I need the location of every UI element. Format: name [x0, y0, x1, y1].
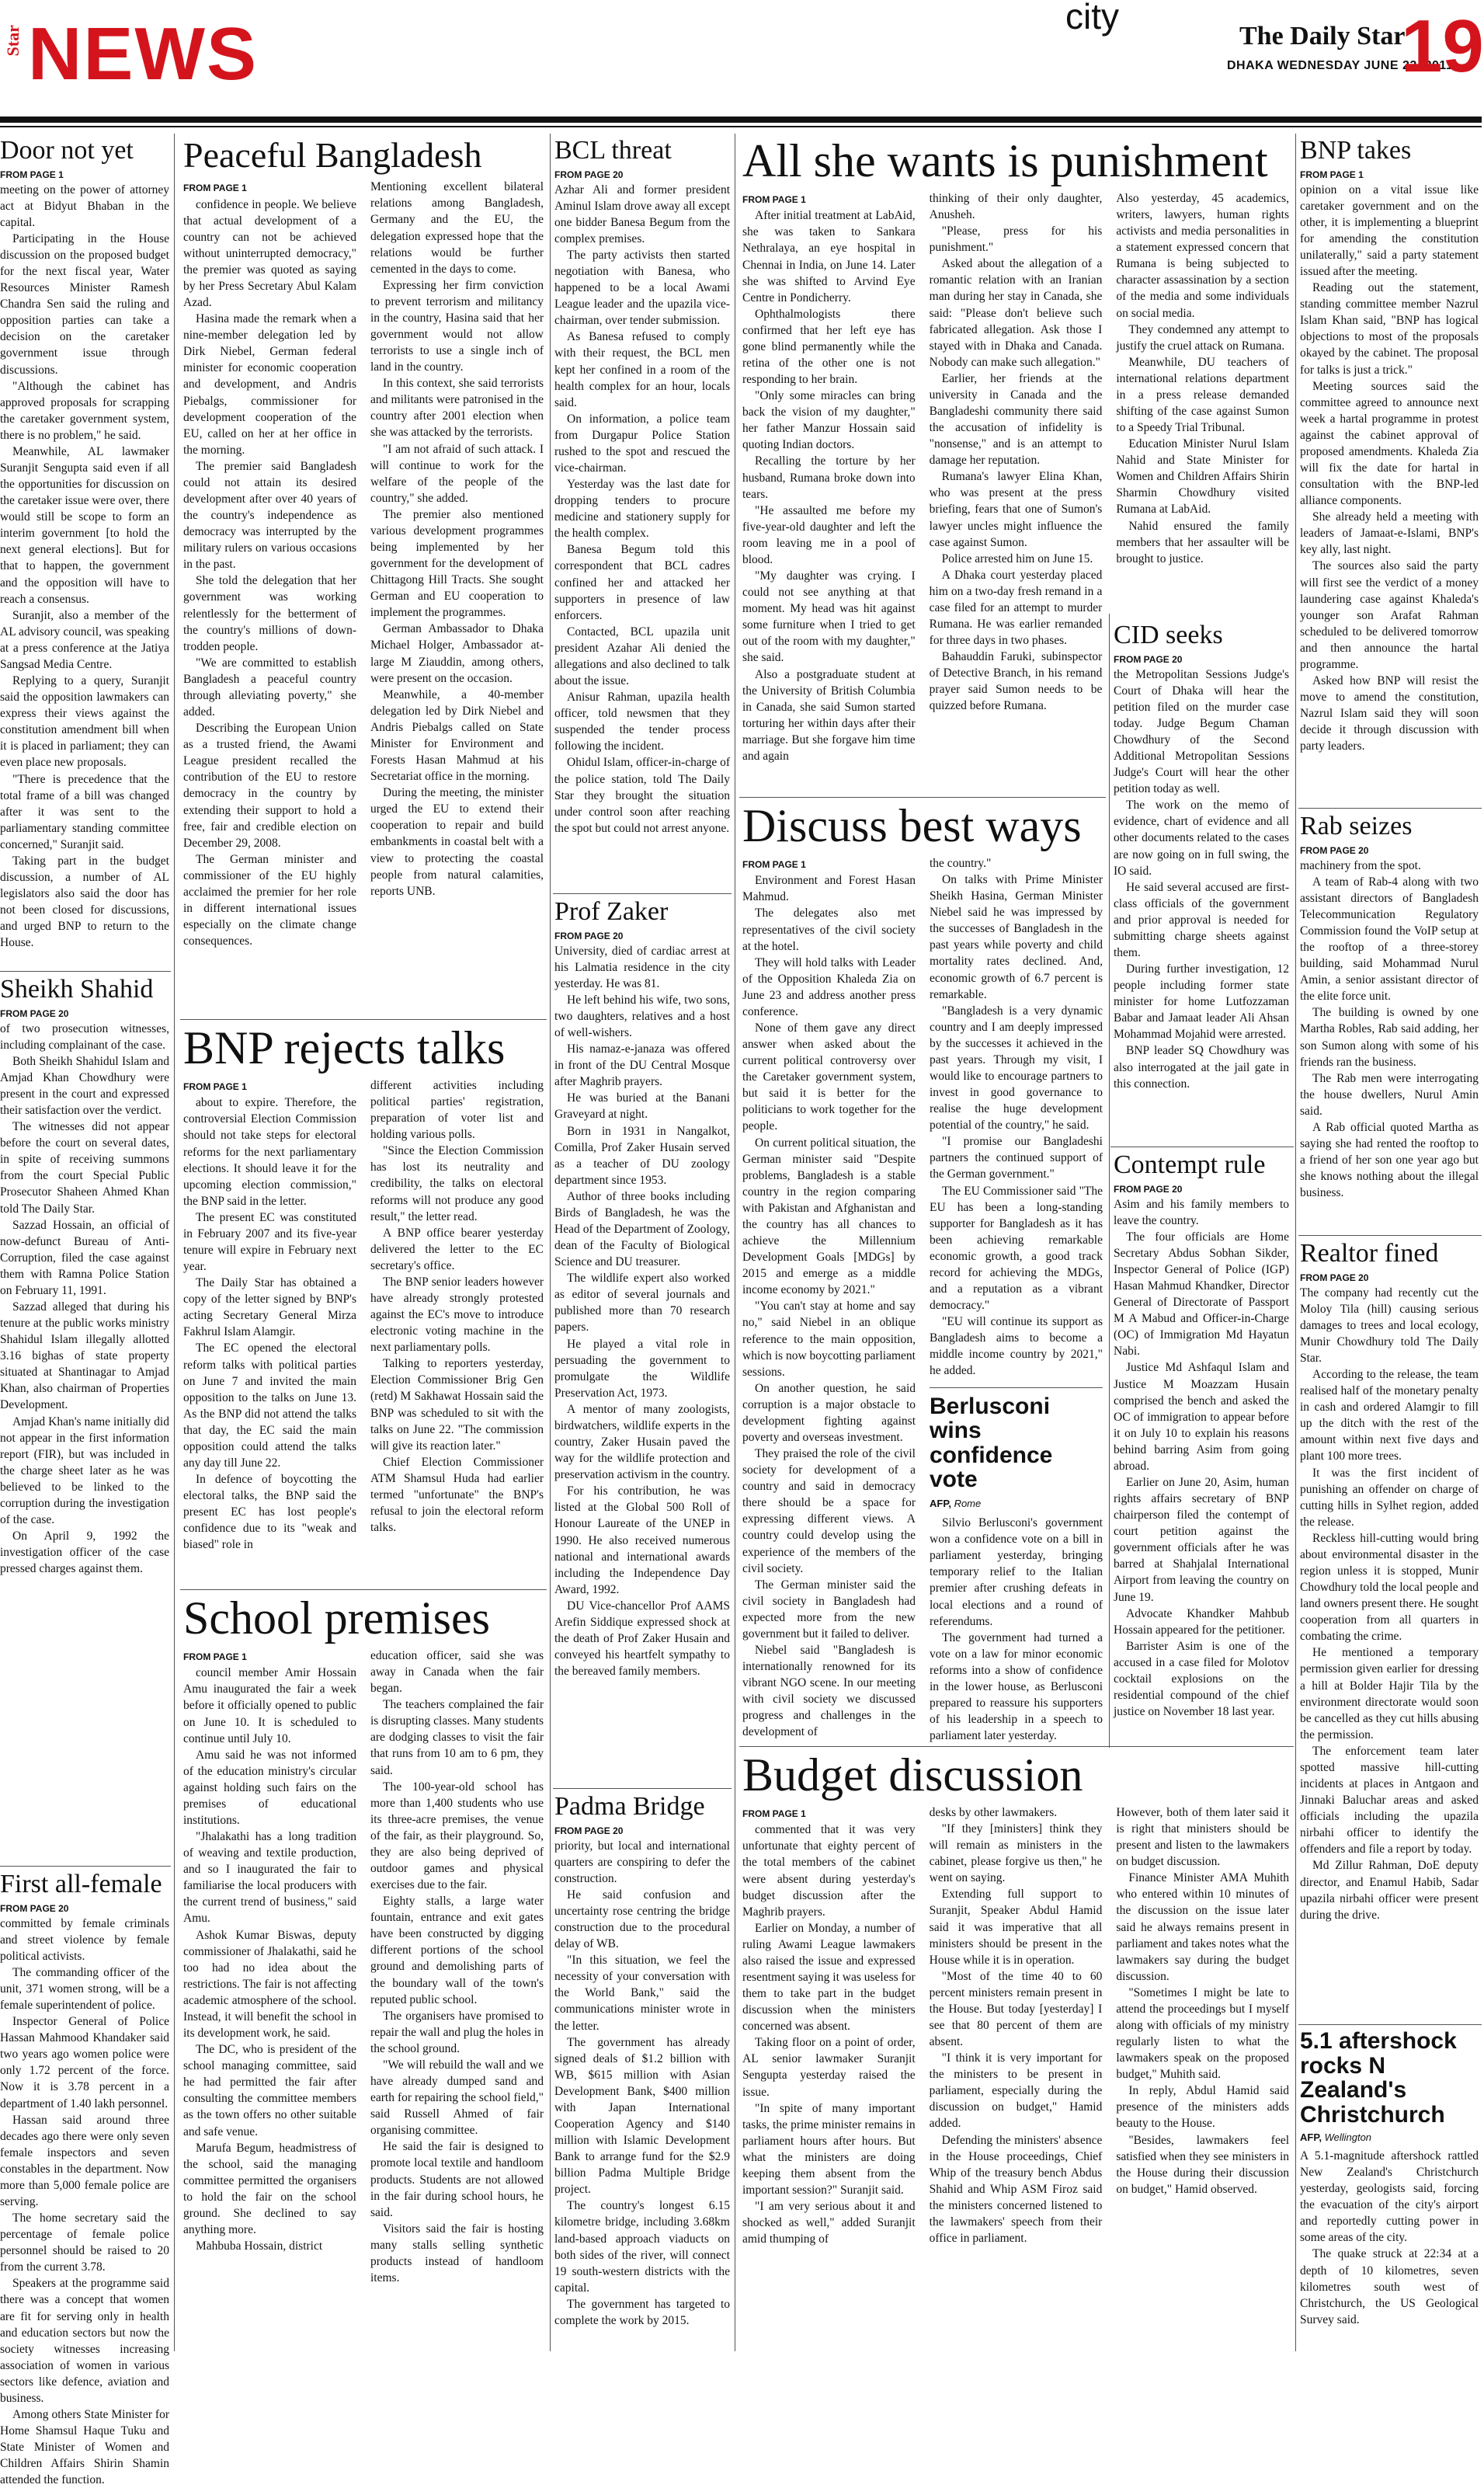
- headline: Peaceful Bangladesh: [183, 135, 482, 175]
- paragraph: "I promise our Bangladeshi partners the continued support of the German government.": [930, 1135, 1103, 1181]
- paragraph: Amu said he was not informed of the education ministry's circular against holding such fairs on the premises of educational institutions.: [183, 1748, 356, 1828]
- paragraph: The German minister and commissioner of the EU highly acclaimed the premier for her role in different international issues especially on the climate change consequences.: [183, 852, 356, 948]
- story-body: [1114, 1196, 1289, 1721]
- paragraph: A Rab official quoted Martha as saying she had rented the rooftop to a friend of her son one year ago but she knows nothing about the illegal business.: [1300, 1120, 1479, 1200]
- paragraph: The 100-year-old school has more than 1,400 students who use its three-acre premises, the venue of the fair, as their playground. So, they are also being deprived of outdoor games and physical exercises due to the fair.: [370, 1780, 544, 1892]
- column-rule: [174, 134, 175, 2351]
- paragraph: different activities including political parties' registration, preparation of voter list and holding various polls.: [370, 1079, 544, 1142]
- paragraph: He said several accused are first-class officials of the government and prior approval is needed for submitting charge sheets against them.: [1114, 880, 1289, 960]
- jump-line: FROM PAGE 1: [183, 1651, 247, 1662]
- paragraph: Environment and Forest Hasan Mahmud.: [742, 874, 916, 904]
- paragraph: "He assaulted me before my five-year-old daughter and left the room leaving me in a pool of blood.: [742, 503, 916, 566]
- paragraph: Asked about the allegation of a romantic relation with an Iranian man during her stay in Canada, she said: "Please don't believe such fabricated allegation. Ask those I stayed with in Dhaka and Canada. Nobody can make such allegation.": [929, 257, 1103, 369]
- headline: BNP rejects talks: [183, 1022, 506, 1073]
- paragraph: Describing the European Union as a trusted friend, the Awami League president recalled the contribution of the EU to restore democracy in the country by extending their support to hold a free, fair and credible election on December 29, 2008.: [183, 722, 356, 850]
- headline: 5.1 aftershock rocks N Zealand's Christchurch: [1300, 2028, 1457, 2128]
- story-door-not-yet: [0, 137, 169, 966]
- story-body-col-1: [183, 1648, 356, 2286]
- headline: Sheikh Shahid: [0, 975, 154, 1004]
- paragraph: He mentioned a temporary permission given earlier for dressing a hill at Bolder Hajir Tila by the environment directorate would soon be cancelled as they cut hills abusing the permission.: [1300, 1646, 1479, 1742]
- column-rule: [1295, 134, 1296, 2351]
- story-body: [1300, 1285, 1479, 1923]
- story-divider: [0, 971, 171, 972]
- paragraph: confidence in people. We believe that actual development of a country can not be achieved without uninterrupted democracy," the premier was quoted as saying by her Press Secretary Abul Kalam Azad.: [183, 197, 356, 310]
- paragraph: The party activists then started negotiation with Banesa, who happened to be a local Awami League leader and the upazila vice-chairman, over tender submission.: [554, 249, 730, 328]
- paragraph: A mentor of many zoologists, birdwatchers, wildlife experts in the country, Zaker Husain paved the way for the wildlife protection and preservation activism in the country.: [554, 1402, 730, 1482]
- jump-line: FROM PAGE 1: [742, 859, 806, 870]
- paragraph: Also yesterday, 45 academics, writers, lawyers, human rights activists and media personalities in a statement expressed concern that Rumana is being subjected to character assassination by a section of the media and some individuals on social media.: [1116, 192, 1290, 320]
- story-body-col-2: [370, 1648, 544, 2286]
- paragraph: The German minister said the civil society in Bangladesh had expected more from the new government but it failed to deliver.: [742, 1578, 916, 1641]
- paragraph: They praised the role of the civil society for development of a country and said in democracy there should be a space for expressing different views. A country could develop using the experience of the members of the civil society.: [742, 1447, 916, 1575]
- paragraph: The organisers have promised to repair the wall and plug the holes in the school ground.: [370, 2009, 544, 2055]
- paragraph: about to expire. Therefore, the controversial Election Commission should not take steps for electoral reforms for the next parliamentary elections. It should leave it for the upcoming election commission," the BNP said in the letter.: [183, 1096, 356, 1208]
- paragraph: The EC opened the electoral reform talks with political parties on June 7 and invited the main opposition to the talks on June 13. As the BNP did not attend the talks that day, the EC said the main opposition could attend the talks any day till June 22.: [183, 1341, 356, 1470]
- jump-line: FROM PAGE 20: [1114, 1183, 1183, 1195]
- paragraph: "We will rebuild the wall and we have already dumped sand and earth for repairing the school field," said Russell Ahmed of fair organising committee.: [370, 2058, 544, 2138]
- paragraph: Eighty stalls, a large water fountain, entrance and exit gates have been constructed by digging different portions of the school ground and demolishing parts of the boundary wall of the town's reputed public school.: [370, 1895, 544, 2006]
- paragraph: The Rab men were interrogating the house dwellers, Nurul Amin said.: [1300, 1071, 1479, 1118]
- paragraph: Bahauddin Faruki, subinspector of Detective Branch, in his remand prayer said Sumon needs to be quizzed before Rumana.: [929, 650, 1103, 713]
- story-body: [1114, 666, 1289, 1092]
- story-divider: [1298, 808, 1482, 809]
- paragraph: Ohidul Islam, officer-in-charge of the police station, told The Daily Star they brought the situation under control soon after reaching the spot but could not arrest anyone.: [554, 756, 731, 835]
- paragraph: Expressing her firm conviction to prevent terrorism and militancy in the country, Hasina said that her government would not allow terrorists to use a single inch of land in the country.: [370, 278, 544, 374]
- paragraph: Police arrested him on June 15.: [941, 552, 1093, 565]
- paragraph: opinion on a vital issue like caretaker government and on the other, it is implementing a blueprint for amending the constitution unilaterally," said a party statement issued after the meeting.: [1300, 183, 1479, 279]
- story-peaceful-bangladesh: [183, 137, 544, 1014]
- paragraph: Taking floor on a point of order, AL senior lawmaker Suranjit Sengupta yesterday raised the issue.: [742, 2036, 916, 2099]
- story-divider: [739, 797, 1106, 798]
- paragraph: Reckless hill-cutting would bring about environmental disaster in the region unless it is stopped, Munir Chowdhury told the local people and land owners present there. He sought cooperation from all quarters in combating the crime.: [1300, 1531, 1479, 1644]
- paragraph: On current political situation, the German minister said "Despite problems, Bangladesh is a stable country in the region comparing with Pakistan and Afghanistan and the country has all chances to achieve the Millennium Development Goals [MDGs] by 2015 and emerge as a middle income economy by 2021.": [742, 1136, 916, 1297]
- paragraph: Md Zillur Rahman, DoE deputy director, and Enamul Habib, Sadar upazila nirbahi officer were present during the drive.: [1300, 1859, 1479, 1922]
- byline-place: Rome: [954, 1497, 982, 1509]
- paragraph: The wildlife expert also worked as editor of several journals and published more than 70 research papers.: [554, 1272, 730, 1334]
- story-body: [554, 943, 730, 1680]
- paragraph: The premier also mentioned various development programmes being implemented by her government for the development of Chittagong Hill Tracts. She sought German and EU cooperation to implement the programmes.: [370, 507, 544, 620]
- paragraph: Banesa Begum told this correspondent that BCL cadres confined her and attacked her supporters in presence of law enforcers.: [554, 543, 730, 622]
- paragraph: committed by female criminals and street violence by female political activists.: [0, 1916, 169, 1963]
- story-cid-seeks: [1114, 621, 1289, 1142]
- paragraph: Asked how BNP will resist the move to amend the constitution, Nazrul Islam said they will soon decide it through discussion with party leaders.: [1300, 674, 1479, 753]
- jump-line: FROM PAGE 20: [0, 1902, 69, 1914]
- story-divider: [180, 1589, 547, 1590]
- paragraph: Speakers at the programme said there was a concept that women are fit for serving only in health and education sectors but now the society witnesses increasing association of women in various sectors like defence, aviation and business.: [0, 2277, 169, 2405]
- headline: First all-female: [0, 1870, 162, 1898]
- paragraph: During further investigation, 12 people including former state minister for home Lutfozzaman Babar and Jamaat leader Ali Ahsan Mohammad Mojahid were arrested.: [1114, 962, 1289, 1042]
- paragraph: The government has targeted to complete the work by 2015.: [554, 2297, 730, 2327]
- story-divider: [553, 1788, 732, 1789]
- headline: Discuss best ways: [742, 800, 1082, 851]
- paragraph: They will hold talks with Leader of the Opposition Khaleda Zia on June 23 and address another press conference.: [742, 955, 916, 1018]
- masthead: [0, 0, 1482, 132]
- paragraph: Meanwhile, a 40-member delegation led by Dirk Niebel and Andris Piebalgs called on State Minister for Environment and Forests Hasan Mahmud at his Secretariat office in the morning.: [370, 687, 544, 784]
- story-body: [1300, 182, 1479, 755]
- story-divider: [0, 1866, 171, 1867]
- paragraph: Suranjit, also a member of the AL advisory council, was speaking at a press conference at the Jatiya Sangsad Media Centre.: [0, 608, 169, 671]
- story-padma-bridge: [554, 1793, 730, 2352]
- paragraph: Replying to a query, Suranjit said the opposition lawmakers can express their views against the constitution amendment bill when it is placed in parliament; they can even place new proposals.: [0, 674, 169, 770]
- paragraph: According to the release, the team realised half of the monetary penalty in cash and ordered Alamgir to fill up the ditch with the rest of the amount within next five days and plant 100 more trees.: [1300, 1368, 1479, 1463]
- paragraph: On information, a police team from Durgapur Police Station rushed to the spot and rescued the vice-chairman.: [554, 412, 730, 475]
- headline-berlusconi: Berlusconi wins confidence vote: [930, 1393, 1053, 1492]
- paragraph: Reading out the statement, standing committee member Nazrul Islam Khan said, "BNP has logical objections to most of the proposals okayed by the cabinet. The proposal for talks is just a trick.": [1300, 281, 1479, 377]
- story-body-col-2: [930, 1804, 1103, 2247]
- paragraph: On another question, he said corruption is a major obstacle to development fighting against poverty and overseas investment.: [742, 1381, 916, 1444]
- paragraph: "Although the cabinet has approved proposals for scrapping the caretaker government system, there is no problem," he said.: [0, 379, 169, 442]
- story-realtor-fined: [1300, 1240, 1479, 2021]
- story-rab-seizes: [1300, 813, 1479, 1232]
- paragraph: The government had turned a vote on a law for minor economic reforms into a show of confidence in the lower house, as Berlusconi prepared to reassure his supporters of his leadership in a speech to parliament later yesterday.: [930, 1630, 1103, 1743]
- byline-place: Wellington: [1324, 2131, 1372, 2143]
- story-body-col-2: [930, 855, 1103, 1744]
- paragraph: Earlier on Monday, a number of ruling Awami League lawmakers also raised the issue and expressed resentment saying it was useless for them to take part in the budget discussion when the ministers concerned was absent.: [742, 1921, 916, 2034]
- paragraph: The company had recently cut the Moloy Tila (hill) causing serious damages to trees and local ecology, Munir Chowdhury told The Daily Star.: [1300, 1286, 1479, 1365]
- paragraph: He played a vital role in persuading the government to promulgate the Wildlife Preservation Act, 1973.: [554, 1337, 730, 1400]
- paragraph: It was the first incident of punishing an offender on charge of cutting hills in Sylhet region, added the release.: [1300, 1466, 1479, 1529]
- jump-line: FROM PAGE 1: [1300, 169, 1364, 180]
- paragraph: "Since the Election Commission has lost its neutrality and credibility, the talks on electoral reforms will not produce any good result," the letter read.: [370, 1144, 544, 1223]
- paragraph: Sazzad alleged that during his tenure at the public works ministry Shahidul Islam illegally allotted 3.16 bighas of state property situated at Shantinagar to Amjad Khan, also chairman of Properties Development.: [0, 1300, 169, 1412]
- paragraph: The home secretary said the percentage of female police personnel should be raised to 20 from the current 3.78.: [0, 2211, 169, 2274]
- paragraph: After initial treatment at LabAid, she was taken to Sankara Nethralaya, an eye hospital in Chennai in India, on June 14. Later she was shifted to Arvind Eye Centre in Pondicherry.: [742, 209, 916, 304]
- story-school-premises: [183, 1594, 544, 2352]
- paragraph: He was buried at the Banani Graveyard at night.: [554, 1091, 730, 1122]
- paragraph: Education Minister Nurul Islam Nahid and State Minister for Women and Children Affairs Shirin Sharmin Chowdhury visited Rumana at LabAid.: [1116, 437, 1290, 517]
- paragraph: In reply, Abdul Hamid said presence of the ministers adds beauty to the House.: [1116, 2084, 1290, 2131]
- jump-line: FROM PAGE 20: [1300, 844, 1369, 856]
- paragraph: Nahid ensured the family members that her assaulter will be brought to justice.: [1116, 519, 1290, 565]
- paragraph: Ophthalmologists there confirmed that her left eye has gone blind permanently while the retina of the other one is not responding to her brain.: [742, 307, 916, 387]
- jump-line: FROM PAGE 20: [0, 1007, 69, 1019]
- paragraph: "You can't stay at home and say no," said Niebel in an oblique reference to the main opposition, which is now boycotting parliament sessions.: [742, 1300, 916, 1379]
- paragraph: The building is owned by one Martha Robles, Rab said adding, her son Sumon along with some of his friends ran the business.: [1300, 1006, 1479, 1069]
- paragraph: "EU will continue its support as Bangladesh aims to become a middle income country by 2021," he added.: [930, 1315, 1103, 1378]
- paragraph: "I think it is very important for the ministers to be present in parliament, especially during the discussion on budget," Hamid added.: [929, 2051, 1103, 2131]
- paragraph: Yesterday was the last date for dropping tenders to procure medicine and stationery supply for the health complex.: [554, 478, 730, 541]
- story-body: [0, 1916, 169, 2488]
- story-bcl-threat: [554, 137, 730, 890]
- paragraph: Marufa Begum, headmistress of the school, said the managing committee permitted the organisers to hold the fair on the school ground. She declined to say anything more.: [183, 2141, 356, 2236]
- story-divider: [1298, 2024, 1482, 2025]
- paragraph: The premier said Bangladesh could not attain its desired development after over 40 years of the country's independence as democracy was interrupted by the military rulers on various occasions in the past.: [183, 459, 356, 572]
- story-body-col-3: [1116, 1804, 1289, 2247]
- paragraph: They condemned any attempt to justify the cruel attack on Rumana.: [1116, 322, 1290, 353]
- story-body-col-2: [370, 1077, 544, 1554]
- paragraph: BNP leader SQ Chowdhury was also interrogated at the jail gate in this connection.: [1114, 1044, 1289, 1091]
- paragraph: The government has already signed deals of $1.2 billion with WB, $615 million with Asian Development Bank, $400 million with Japan International Cooperation Agency and $140 million with Islamic Development Bank to arrange fund for the $2.9 billion Padma Multiple Bridge project.: [554, 2035, 730, 2197]
- paragraph: Also a postgraduate student at the University of British Columbia in Canada, she said Sumon started torturing her within days after their marriage. But she forgave him time and again: [742, 667, 916, 763]
- paragraph: The witnesses did not appear before the court on several dates, in spite of receiving summons from the court Special Public Prosecutor Shaheen Ahmed Khan told The Daily Star.: [0, 1120, 169, 1216]
- subsection-label: city: [1065, 0, 1119, 37]
- section-title: [3, 12, 258, 96]
- headline: Realtor fined: [1300, 1239, 1439, 1268]
- paragraph: Justice Md Ashfaqul Islam and Justice M Moazzam Husain comprised the bench and asked the OC of immigration to appear before it on July 10 to explain his reasons behind barring Asim from going abroad.: [1114, 1361, 1289, 1473]
- story-contempt-rule: [1114, 1151, 1289, 1742]
- dateline: DHAKA WEDNESDAY JUNE 22, 2011: [1227, 59, 1454, 72]
- headline: BCL threat: [554, 136, 672, 165]
- paragraph: Ashok Kumar Biswas, deputy commissioner of Jhalakathi, said he too had no idea about the restrictions. The fair is not affecting academic atmosphere of the school. Instead, it will benefit the school in its development work, he said.: [183, 1928, 356, 2041]
- headline: Prof Zaker: [554, 897, 669, 926]
- jump-line: FROM PAGE 1: [183, 183, 247, 194]
- section-news-label: NEWS: [28, 12, 258, 96]
- headline: BNP takes: [1300, 136, 1412, 165]
- paragraph: The commanding officer of the unit, 371 women strong, will be a female superintendent of police.: [0, 1965, 169, 2013]
- paragraph: A team of Rab-4 along with two assistant directors of Bangladesh Telecommunication Regulatory Commission found the VoIP setup at the rooftop of a three-storey building, said Mohammad Nurul Amin, a senior assistant director of the elite force unit.: [1300, 875, 1479, 1004]
- paragraph: The DC, who is president of the school managing committee, said he had permitted the fair after consulting the committee members as the town offers no other suitable and safe venue.: [183, 2043, 356, 2138]
- paragraph: In defence of boycotting the electoral talks, the BNP said the present EC has lost people's confidence due to its "weak and biased" role in: [183, 1473, 356, 1552]
- paragraph: Hassan said around three decades ago there were only seven female inspectors and seven constables in the department. Now more than 5,000 female police are serving.: [0, 2113, 169, 2209]
- paragraph: The work on the memo of evidence, chart of evidence and all other documents related to the cases are now going on in full swing, the IO said.: [1114, 799, 1289, 878]
- paragraph: Contacted, BCL upazila unit president Azahar Ali denied the allegations and also declined to talk about the issue.: [554, 625, 730, 688]
- paragraph: The enforcement team later spotted massive hill-cutting incidents at places in Antgaon and Jinnaki Baluchar areas and asked officials including the upazila nirbahi officer to identify the offenders and file a report by today.: [1300, 1744, 1479, 1856]
- paragraph: She already held a meeting with leaders of Jamaat-e-Islami, BNP's key ally, last night.: [1300, 510, 1479, 557]
- paragraph: University, died of cardiac arrest at his Lalmatia residence in the city yesterday. He was 81.: [554, 944, 730, 990]
- paragraph: "There is precedence that the total frame of a bill was changed after it was sent to the parliamentary standing committee concerned," Suranjit said.: [0, 772, 169, 851]
- byline-agency: AFP,: [1300, 2131, 1322, 2143]
- paragraph: "In spite of many important tasks, the prime minister remains in parliament hours after hours. But what the ministers are doing keeping them absent from the important session?" Suranjit said.: [742, 2101, 916, 2197]
- paragraph: Born in 1931 in Nangalkot, Comilla, Prof Zaker Husain served as a teacher of DU zoology department since 1953.: [554, 1124, 730, 1187]
- jump-line: FROM PAGE 20: [554, 169, 624, 180]
- paragraph: She told the delegation that her government was working relentlessly for the betterment of the country's millions of down-trodden people.: [183, 574, 356, 653]
- paragraph: On April 9, 1992 the investigation officer of the case pressed charges against them.: [0, 1529, 169, 1576]
- paragraph: DU Vice-chancellor Prof AAMS Arefin Siddique expressed shock at the death of Prof Zaker Husain and conveyed his heartfelt sympathy to the bereaved family members.: [554, 1599, 730, 1679]
- paragraph: Both Sheikh Shahidul Islam and Amjad Khan Chowdhury were present in the court and expressed their satisfaction over the verdict.: [0, 1054, 169, 1118]
- paragraph: "I am very serious about it and shocked as well," added Suranjit amid thumping of: [742, 2200, 916, 2246]
- paragraph: Asim and his family members to leave the country.: [1114, 1197, 1289, 1227]
- headline: Contempt rule: [1114, 1150, 1266, 1179]
- paragraph: Author of three books including Birds of Bangladesh, he was the Head of the Department of Zoology, dean of the Faculty of Biological Science and DU treasurer.: [554, 1189, 730, 1269]
- paragraph: "Bangladesh is a very dynamic country and I am deeply impressed by the successes it achieved in the past years. Through my visit, I would like to encourage partners to invest in good governance to realise the huge development potential of the country," he said.: [930, 1004, 1103, 1133]
- story-body: [554, 182, 730, 837]
- paragraph: of two prosecution witnesses, including complainant of the case.: [0, 1021, 169, 1052]
- paragraph: On talks with Prime Minister Sheikh Hasina, German Minister Niebel said he was impressed by the successes of Bangladesh in the past years while poverty and child mortality rates declined. And, economic growth of 6.7 percent is remarkable.: [930, 873, 1103, 1001]
- paragraph: Hasina made the remark when a nine-member delegation led by Dirk Niebel, German federal minister for economic cooperation and development, and Andris Piebalgs, commissioner for development cooperation of the EU, called on her at her office in the morning.: [183, 312, 356, 457]
- paragraph: "Most of the time 40 to 60 percent ministers remain present in the House. But today [yesterday] I see that 80 percent of them are absent.: [929, 1969, 1103, 2049]
- jump-line: FROM PAGE 1: [742, 1808, 806, 1819]
- paragraph: thinking of their only daughter, Anusheh.: [929, 192, 1103, 222]
- headline: CID seeks: [1114, 621, 1223, 649]
- story-prof-zaker: [554, 898, 730, 1785]
- story-bnp-takes: [1300, 137, 1479, 805]
- paragraph: "My daughter was crying. I could not see anything at that moment. My head was hit against some furniture when I tried to get out of the room with my daughter," she said.: [742, 569, 916, 665]
- paragraph: None of them gave any direct answer when asked about the current political controversy over the Caretaker government system, but said it is better for the politicians to work together for the people.: [742, 1021, 916, 1133]
- paragraph: Earlier on June 20, Asim, human rights affairs secretary of BNP chairperson filed the contempt of court petition against the government officials after he was barred at Shahjalal International Airport from leaving the country on June 19.: [1114, 1476, 1289, 1604]
- story-divider: [1298, 1235, 1482, 1236]
- paragraph: Anisur Rahman, upazila health officer, told newsmen that they suspended the tender process following the incident.: [554, 691, 730, 753]
- paragraph: "In this situation, we feel the necessity of your conversation with the World Bank," said the communications minister wrote in the letter.: [554, 1954, 730, 2033]
- paragraph: Talking to reporters yesterday, Election Commissioner Brig Gen (retd) M Sakhawat Hossain said the BNP was scheduled to sit with the talks on June 22. "The commission will give its reaction later.": [370, 1357, 544, 1453]
- paragraph: desks by other lawmakers.: [929, 1806, 1058, 1819]
- paragraph: Chief Election Commissioner ATM Shamsul Huda had earlier termed "unfortunate" the BNP's refusal to join the electoral reform talks.: [370, 1455, 544, 1535]
- paragraph: "Besides, lawmakers feel satisfied when they see ministers in the House during their discussion on budget," Hamid observed.: [1116, 2133, 1290, 2196]
- paragraph: Sazzad Hossain, an official of now-defunct Bureau of Anti-Corruption, filed the case against them with Ramna Police Station on February 11, 1991.: [0, 1218, 169, 1297]
- column-rule: [1109, 614, 1110, 1748]
- paragraph: Barrister Asim is one of the accused in a case filed for Molotov cocktail explosions on the residential compound of the chief justice on November 18 last year.: [1114, 1639, 1289, 1719]
- story-body-col-2: [930, 190, 1103, 764]
- paragraph: The four officials are Home Secretary Abdus Sobhan Sikder, Inspector General of Police (IGP) Hasan Mahmud Khandker, Director General of Directorate of Passport M A Mabud and Officer-in-Charge (OC) of Immigration Md Hayatun Nabi.: [1114, 1230, 1289, 1359]
- paragraph: Finance Minister AMA Muhith who entered within 10 minutes of the discussion on the issue later said he always remains present in parliament and takes notes what the lawmakers say during the budget discussion.: [1116, 1871, 1290, 1983]
- story-divider: [553, 893, 732, 894]
- page-number: 19: [1401, 5, 1484, 88]
- paragraph: council member Amir Hossain Amu inaugurated the fair a week before it officially opened to public on June 10. It is scheduled to continue until July 10.: [183, 1666, 356, 1745]
- paragraph: The delegates also met representatives of the civil society at the hotel.: [742, 906, 916, 953]
- paragraph: In this context, she said terrorists and militants were patronised in the country after 2001 election when she was attacked by the terrorists.: [370, 377, 544, 440]
- paragraph: A Dhaka court yesterday placed him on a two-day fresh remand in a case filed for an attempt to murder Rumana. He was earlier remanded for three days in two phases.: [929, 568, 1103, 648]
- jump-line: FROM PAGE 20: [554, 1825, 624, 1836]
- paragraph: A 5.1-magnitude aftershock rattled New Zealand's Christchurch yesterday, geologists said, forcing the evacuation of the city's airport and reportedly cutting power in some areas of the city.: [1300, 2149, 1479, 2245]
- story-divider: [180, 1019, 547, 1020]
- story-body-col-2: [370, 179, 544, 949]
- paragraph: Defending the ministers' absence in the House proceedings, Chief Whip of the treasury bench Abdus Shahid and Whip ASM Firoz said the ministers concerned listened to the lawmakers' speech from their office in parliament.: [929, 2133, 1103, 2246]
- paragraph: "Please, press for his punishment.": [929, 224, 1103, 255]
- jump-line: FROM PAGE 20: [1114, 653, 1183, 665]
- story-first-all-female: [0, 1870, 169, 2487]
- paragraph: "Jhalakathi has a long tradition of weaving and textile production, and so I inaugurated the fair to familiarise the local producers with the current trend of business," said Amu.: [183, 1830, 356, 1926]
- paragraph: machinery from the spot.: [1300, 858, 1421, 872]
- story-divider: [930, 1387, 1103, 1388]
- story-body: [1300, 858, 1479, 1202]
- paragraph: Inspector General of Police Hassan Mahmood Khandaker said two years ago women police were only 1.72 percent of the force. Now it is 3.78 percent in a department of 1.40 lakh personnel.: [0, 2015, 169, 2110]
- paragraph: The teachers complained the fair is disrupting classes. Many students are dodging classes to visit the fair that runs from 10 am to 6 pm, they said.: [370, 1698, 544, 1777]
- star-mark: Star: [3, 25, 23, 57]
- paragraph: Advocate Khandker Mahbub Hossain appeared for the petitioner.: [1114, 1606, 1289, 1637]
- byline: [1300, 2131, 1479, 2143]
- paragraph: For his contribution, he was listed at the Global 500 Roll of Honour Laureate of the UNEP in 1990. He also received numerous national and international awards including the Independence Day Award, 1992.: [554, 1484, 730, 1596]
- story-body-col-1: [183, 179, 356, 949]
- jump-line: FROM PAGE 1: [742, 194, 806, 205]
- jump-line: FROM PAGE 1: [0, 169, 64, 180]
- paragraph: "I am not afraid of such attack. I will continue to work for the welfare of the people of the country," she added.: [370, 442, 544, 505]
- story-body: [1300, 2148, 1479, 2328]
- story-body-col-1: [742, 855, 916, 1744]
- paragraph: education officer, said she was away in Canada when the fair began.: [370, 1649, 544, 1696]
- byline-agency: AFP,: [930, 1497, 951, 1509]
- paragraph: The Daily Star has obtained a copy of the letter signed by BNP's acting Secretary General Mirza Fakhrul Islam Alamgir.: [183, 1276, 356, 1339]
- paragraph: Mahbuba Hossain, district: [196, 2239, 323, 2253]
- paragraph: His namaz-e-janaza was offered in front of the DU Central Mosque after Maghrib prayers.: [554, 1042, 730, 1089]
- paragraph: The BNP senior leaders however have already strongly protested against the EC's move to introduce electronic voting machine in the next parliamentary polls.: [370, 1275, 544, 1355]
- story-bnp-rejects-talks: [183, 1024, 544, 1585]
- paragraph: German Ambassador to Dhaka Michael Holger, Ambassador at-large M Ziauddin, among others, were present on the occasion.: [370, 622, 544, 685]
- jump-line: FROM PAGE 1: [183, 1081, 247, 1092]
- paragraph: the country.": [930, 857, 992, 870]
- masthead-rule-thin: [0, 126, 1482, 127]
- paragraph: Meeting sources said the committee agreed to announce next week a hartal programme in protest against the cabinet approval of proposed amendments. Khaleda Zia will fix the date for hartal in consultation with the BNP-led alliance components.: [1300, 379, 1479, 508]
- headline: All she wants is punishment: [742, 135, 1268, 186]
- paragraph: The present EC was constituted in February 2007 and its five-year tenure will expire in February next year.: [183, 1210, 356, 1274]
- paragraph: The quake struck at 22:34 at a depth of 10 kilometres, seven kilometres south west of Christchurch, the US Geological Survey said.: [1300, 2247, 1479, 2326]
- headline: School premises: [183, 1592, 490, 1644]
- headline: Budget discussion: [742, 1749, 1083, 1801]
- paragraph: Recalling the torture by her husband, Rumana broke down into tears.: [742, 454, 916, 501]
- paragraph: priority, but local and international quarters are conspiring to defer the construction.: [554, 1839, 730, 1885]
- byline: [930, 1497, 1103, 1511]
- paragraph: meeting on the power of attorney act at Bidyut Bhaban in the capital.: [0, 183, 169, 229]
- paragraph: Niebel said "Bangladesh is internationally renowned for its vibrant NGO scene. In our meeting with civil society we discussed progress and challenges in the development of: [742, 1643, 916, 1739]
- paragraph: Meanwhile, AL lawmaker Suranjit Sengupta said even if all the opportunities for discussion on the caretaker issue were over, there would still be scope to form an interim government [to hold the next general elections]. But for that to happen, the government and the opposition will have to reach a consensus.: [0, 444, 169, 606]
- paragraph: commented that it was very unfortunate that eighty percent of the total members of the cabinet were absent during yesterday's budget discussion after the Maghrib prayers.: [742, 1823, 916, 1919]
- paragraph: Mentioning excellent bilateral relations among Bangladesh, Germany and the EU, the delegation expressed hope that the relations would be further cemented in the days to come.: [370, 180, 544, 276]
- jump-line: FROM PAGE 20: [554, 930, 624, 941]
- paragraph: Visitors said the fair is hosting many stalls selling synthetic products instead of handloom items.: [370, 2222, 544, 2284]
- paragraph: He left behind his wife, two sons, two daughters, relatives and a host of well-wishers.: [554, 993, 730, 1040]
- paragraph: Extending full support to Suranjit, Speaker Abdul Hamid said it was imperative that all ministers should be present in the House while it is in operation.: [929, 1888, 1103, 1967]
- paragraph: Participating in the House discussion on the proposed budget for the next fiscal year, Water Resources Minister Ramesh Chandra Sen said the ruling and opposition parties can take a decision on the caretaker government issue through discussions.: [0, 231, 169, 377]
- paragraph: Azhar Ali and former president Aminul Islam drove away all except one bidder Banesa Begum from the complex premises.: [554, 183, 730, 245]
- story-body-col-1: [742, 1804, 916, 2247]
- story-divider: [739, 1746, 1294, 1747]
- story-aftershock: [1300, 2029, 1479, 2352]
- story-body-col-1: [742, 190, 916, 764]
- paragraph: The country's longest 6.15 kilometre bridge, including 3.68km land-based approach viaducts on both sides of the river, will connect 19 south-western districts with the capital.: [554, 2199, 730, 2295]
- paragraph: As Banesa refused to comply with their request, the BCL men kept her confined in a room of the health complex for an hour, locals said.: [554, 330, 730, 409]
- jump-line: FROM PAGE 20: [1300, 1272, 1369, 1283]
- story-body-col-1: [183, 1077, 356, 1554]
- paragraph: Amjad Khan's name initially did not appear in the first information report (FIR), but was included in the charge sheet later as he was believed to be linked to the corruption during the investigation of the case.: [0, 1415, 169, 1527]
- paragraph: The sources also said the party will first see the verdict of a money laundering case against Khaleda's younger son Arafat Rahman scheduled to be delivered tomorrow and then announce the hartal programme.: [1300, 559, 1479, 671]
- story-discuss-best-ways: [742, 800, 1103, 1743]
- headline: Rab seizes: [1300, 812, 1413, 840]
- headline: Door not yet: [0, 136, 134, 165]
- story-body: [554, 1838, 730, 2329]
- paragraph: Taking part in the budget discussion, a number of AL legislators also said the door has not been closed for discussions, and urged BNP to return to the House.: [0, 854, 169, 950]
- paragraph: A BNP office bearer yesterday delivered the letter to the EC secretary's office.: [370, 1226, 544, 1272]
- paragraph: However, both of them later said it is right that ministers should be present and listen to the lawmakers on budget discussion.: [1116, 1806, 1290, 1869]
- paragraph: "We are committed to establish Bangladesh a peaceful country through alleviating poverty," she added.: [183, 656, 356, 719]
- paragraph: Rumana's lawyer Elina Khan, who was present at the press briefing, fears that one of Sumon's lawyer uncles might influence the case against Sumon.: [929, 470, 1103, 549]
- headline: Padma Bridge: [554, 1792, 705, 1821]
- paragraph: During the meeting, the minister urged the EU to extend their cooperation to repair and build embankments in coastal belt with a view to protecting the coastal people from natural calamities, reports UNB.: [370, 786, 544, 898]
- paragraph: "Sometimes I might be late to attend the proceedings but I myself along with officials of my ministry regularly listen to what the lawmakers speak on the proposed budget," Muhith said.: [1116, 1985, 1290, 2082]
- paragraph: Among others State Minister for Home Shamsul Haque Tuku and State Minister of Women and Children Affairs Shirin Shamin attended the function.: [0, 2408, 169, 2487]
- paragraph: Meanwhile, DU teachers of international relations department in a press release demanded shifting of the case against Sumon to a Speedy Trial Tribunal.: [1116, 355, 1290, 435]
- paragraph: Earlier, her friends at the university in Canada and the Bangladeshi community there said the accusation of infidelity is "nonsense," and is an attempt to damage her reputation.: [929, 371, 1103, 468]
- paragraph: Silvio Berlusconi's government won a confidence vote on a bill in parliament yesterday, bringing temporary relief to the Italian premier after crushing defeats in local elections and a round of referendums.: [930, 1516, 1103, 1628]
- story-body: [0, 1021, 169, 1578]
- story-body: [0, 182, 169, 952]
- paper-name: The Daily Star: [1239, 22, 1406, 50]
- paragraph: "Only some miracles can bring back the vision of my daughter," her father Manzur Hossain said quoting Indian doctors.: [742, 389, 916, 452]
- paragraph: He said confusion and uncertainty rose centring the bridge construction due to the procedural delay of WB.: [554, 1888, 730, 1951]
- paragraph: The EU Commissioner said "The EU has been a long-standing supporter for Bangladesh as it has been achieving remarkable economic growth, a good track record for achieving the MDGs, and a reputation as a vibrant democracy.": [930, 1184, 1103, 1313]
- masthead-rule: [0, 117, 1482, 123]
- paragraph: the Metropolitan Sessions Judge's Court of Dhaka will hear the petition filed on the murder case today. Judge Begum Chaman Chowdhury of the Second Additional Metropolitan Sessions Judge's Court will hear the other petition today as well.: [1114, 667, 1289, 796]
- paragraph: "If they [ministers] think they will remain as ministers in the cabinet, please forgive us then," he went on saying.: [929, 1822, 1103, 1885]
- paragraph: He said the fair is designed to promote local textile and handloom products. Students are not allowed in the fair during school hours, he said.: [370, 2140, 544, 2219]
- column-rule: [550, 134, 551, 2351]
- story-budget-discussion: [742, 1751, 1289, 2352]
- story-sheikh-shahid: [0, 976, 169, 1861]
